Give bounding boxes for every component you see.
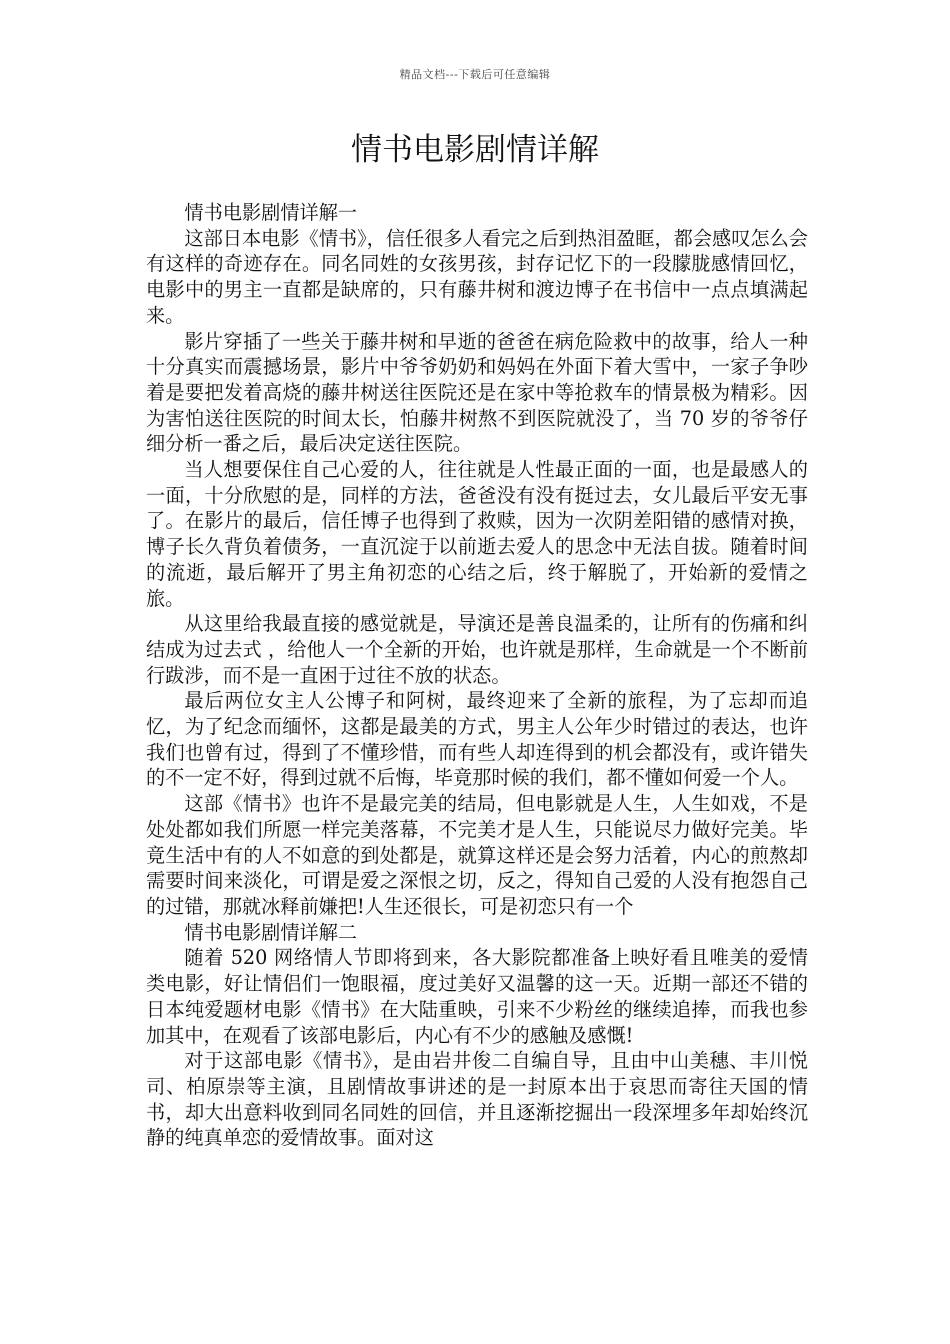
section-heading-2: 情书电影剧情详解二: [184, 920, 358, 944]
document-title: 情书电影剧情详解: [351, 132, 599, 168]
paragraph: 影片穿插了一些关于藤井树和早逝的爸爸在病危险救中的故事，给人一种十分真实而震撼场景，影片中爷爷奶奶和妈妈在外面下着大雪中，一家子争吵着是要把发着高烧的藤井树送往医院还是在家中等抢救车的情景极为精彩。因为害怕送往医院的时间太长，怕藤井树熬不到医院就没了，当 70 岁的爷爷仔细分析一番之后，最后决定送往医院。: [146, 329, 808, 456]
header-note: 精品文档---下载后可任意编辑: [399, 68, 551, 81]
paragraph: 对于这部电影《情书》，是由岩井俊二自编自导，且由中山美穗、丰川悦司、柏原崇等主演，且剧情故事讲述的是一封原本出于哀思而寄往天国的情书，却大出意料收到同名同姓的回信，并且逐渐挖掘出一段深埋多年却始终沉静的纯真单恋的爱情故事。面对这: [146, 1049, 808, 1150]
paragraph: 这部日本电影《情书》，信任很多人看完之后到热泪盈眶，都会感叹怎么会有这样的奇迹存在。同名同姓的女孩男孩，封存记忆下的一段朦胧感情回忆，电影中的男主一直都是缺席的，只有藤井树和渡边博子在书信中一点点填满起来。: [146, 226, 808, 327]
paragraph: 从这里给我最直接的感觉就是，导演还是善良温柔的，让所有的伤痛和纠结成为过去式 ，给他人一个全新的开始，也许就是那样，生命就是一个不断前行跋涉，而不是一直困于过往不放的状态。: [146, 612, 808, 687]
document-body: [146, 200, 808, 1151]
paragraph: 随着 520 网络情人节即将到来，各大影院都准备上映好看且唯美的爱情类电影，好让情侣们一饱眼福，度过美好又温馨的这一天。近期一部还不错的日本纯爱题材电影《情书》在大陆重映，引来不少粉丝的继续追捧，而我也参加其中，在观看了该部电影后，内心有不少的感触及感慨!: [146, 946, 808, 1047]
paragraph: 这部《情书》也许不是最完美的结局，但电影就是人生，人生如戏，不是处处都如我们所愿一样完美落幕，不完美才是人生，只能说尽力做好完美。毕竟生活中有的人不如意的到处都是，就算这样还是会努力活着，内心的煎熬却需要时间来淡化，可谓是爱之深恨之切，反之，得知自己爱的人没有抱怨自己的过错，那就冰释前嫌把!人生还很长，可是初恋只有一个: [146, 792, 808, 918]
paragraph: 最后两位女主人公博子和阿树，最终迎来了全新的旅程，为了忘却而追忆，为了纪念而缅怀，这都是最美的方式，男主人公年少时错过的表达，也许我们也曾有过，得到了不懂珍惜，而有些人却连得到的机会都没有，或许错失的不一定不好，得到过就不后悔，毕竟那时候的我们，都不懂如何爱一个人。: [146, 689, 808, 790]
paragraph: 当人想要保住自己心爱的人，往往就是人性最正面的一面，也是最感人的一面，十分欣慰的是，同样的方法，爸爸没有没有挺过去，女儿最后平安无事了。在影片的最后，信任博子也得到了救赎，因为一次阴差阳错的感情对换，博子长久背负着债务，一直沉淀于以前逝去爱人的思念中无法自拔。随着时间的流逝，最后解开了男主角初恋的心结之后，终于解脱了，开始新的爱情之旅。: [146, 458, 808, 610]
section-heading-1: 情书电影剧情详解一: [184, 201, 358, 224]
